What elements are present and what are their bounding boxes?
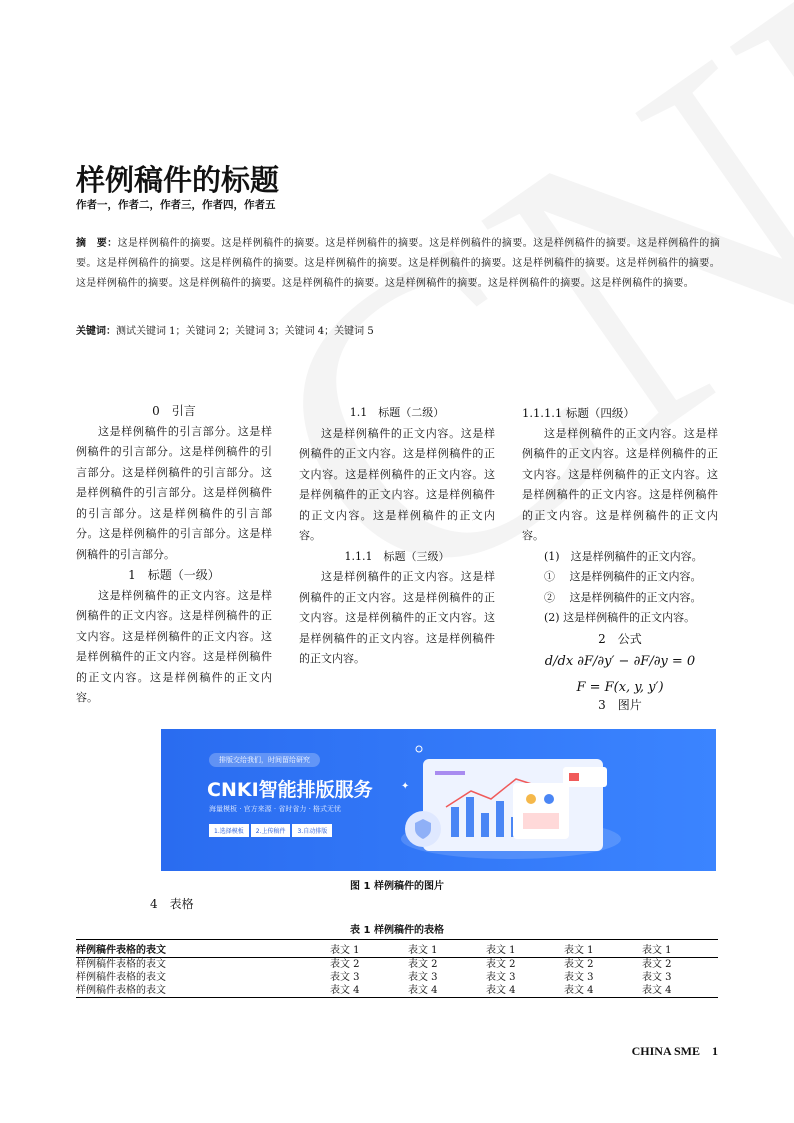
- table-cell: 样例稿件表格的表文: [76, 959, 166, 970]
- body-paragraph: 这是样例稿件的正文内容。这是样例稿件的正文内容。这是样例稿件的正文内容。这是样例稿件的正文内容。这是样例稿件的正文内容。这是样例稿件的正文内容。这是样例稿件的正文内容。: [522, 426, 718, 542]
- column-3: [522, 403, 718, 716]
- paper-title: 样例稿件的标题: [76, 163, 280, 197]
- banner-step: 2.上传稿件: [251, 824, 291, 837]
- body-paragraph: 这是样例稿件的正文内容。这是样例稿件的正文内容。这是样例稿件的正文内容。这是样例稿件的正文内容。这是样例稿件的正文内容。这是样例稿件的正文内容。这是样例稿件的正文内容。: [299, 426, 495, 542]
- table-header-cell: 表文 1: [330, 940, 408, 958]
- section-heading-2: 2 公式: [598, 631, 642, 646]
- table-cell: 样例稿件表格的表文: [76, 985, 166, 996]
- figure-image: [161, 729, 716, 871]
- list-item: ② 这是样例稿件的正文内容。: [544, 590, 702, 604]
- table-row: [76, 958, 718, 972]
- table-cell: 表文 3: [564, 972, 594, 983]
- body-paragraph: 这是样例稿件的正文内容。这是样例稿件的正文内容。这是样例稿件的正文内容。这是样例稿件的正文内容。这是样例稿件的正文内容。这是样例稿件的正文内容。: [299, 570, 495, 665]
- table-cell: 表文 2: [330, 959, 360, 970]
- abstract: [76, 234, 720, 294]
- banner-step: 3.自动排版: [292, 824, 332, 837]
- keywords-label: 关键词：: [76, 326, 116, 337]
- table-cell: 表文 2: [642, 959, 672, 970]
- banner-step: 1.选择模板: [209, 824, 249, 837]
- table-cell: 表文 4: [330, 985, 360, 996]
- table-header-cell: 表文 1: [408, 940, 486, 958]
- table-cell: 表文 2: [486, 959, 516, 970]
- banner-illustration: [391, 729, 716, 871]
- formula-1-text: d/dx ∂F/∂y′ − ∂F/∂y = 0: [544, 654, 696, 669]
- column-2: [299, 403, 495, 670]
- table-cell: 表文 2: [564, 959, 594, 970]
- keywords-text: 测试关键词 1；关键词 2；关键词 3；关键词 4；关键词 5: [116, 326, 374, 337]
- table-cell: 表文 3: [486, 972, 516, 983]
- sample-table: [76, 939, 718, 998]
- table-header-cell: 表文 1: [486, 940, 564, 958]
- section-heading-4: 4 表格: [150, 897, 194, 911]
- banner-tag: 排版交给我们，时间留给研究: [209, 753, 320, 767]
- column-1: [76, 401, 272, 709]
- table-cell: 表文 3: [408, 972, 438, 983]
- table-caption: 表 1 样例稿件的表格: [350, 925, 444, 936]
- table-cell: 表文 4: [564, 985, 594, 996]
- section-heading-1-1: 1.1 标题（二级）: [349, 406, 445, 419]
- list-item: ① 这是样例稿件的正文内容。: [544, 570, 702, 583]
- table-cell: 表文 4: [642, 985, 672, 996]
- banner-title: CNKI智能排版服务: [207, 779, 373, 801]
- table-cell: 表文 3: [642, 972, 672, 983]
- table-header-row: [76, 940, 718, 958]
- keywords: [76, 322, 720, 337]
- body-paragraph: 这是样例稿件的正文内容。这是样例稿件的正文内容。这是样例稿件的正文内容。这是样例稿件的正文内容。这是样例稿件的正文内容。这是样例稿件的正文内容。这是样例稿件的正文内容。: [76, 588, 272, 704]
- intro-paragraph: 这是样例稿件的引言部分。这是样例稿件的引言部分。这是样例稿件的引言部分。这是样例稿件的引言部分。这是样例稿件的引言部分。这是样例稿件的引言部分。这是样例稿件的引言部分。这是样例稿件的引言部分。这是样例稿件的引言部分。: [76, 424, 272, 561]
- formula-1: [522, 651, 718, 673]
- list-item: (1) 这是样例稿件的正文内容。: [544, 549, 703, 563]
- table-row: [76, 971, 718, 984]
- banner-steps: [209, 824, 332, 837]
- table-row: [76, 984, 718, 998]
- banner-subtitle: 海量模板 · 官方来源 · 省时省力 · 格式无忧: [209, 805, 342, 813]
- section-heading-1-1-1: 1.1.1 标题（三级）: [344, 549, 450, 563]
- figure-caption: 图 1 样例稿件的图片: [350, 881, 444, 892]
- table-header-cell: 表文 1: [564, 940, 642, 958]
- table-cell: 表文 4: [408, 985, 438, 996]
- author-list: 作者一，作者二，作者三，作者四，作者五: [76, 199, 276, 211]
- section-heading-3: 3 图片: [598, 698, 642, 712]
- table-cell: 样例稿件表格的表文: [76, 972, 166, 983]
- section-heading-1: 1 标题（一级）: [128, 568, 220, 582]
- table-header-cell: 样例稿件表格的表文: [76, 940, 330, 958]
- svg-text:✦: ✦: [401, 781, 410, 792]
- table-cell: 表文 3: [330, 972, 360, 983]
- table-cell: 表文 4: [486, 985, 516, 996]
- formula-2-text: F = F(x, y, y′): [576, 680, 664, 695]
- abstract-label: 摘 要：: [76, 238, 118, 249]
- section-heading-0: 0 引言: [152, 404, 196, 418]
- list-item: (2) 这是样例稿件的正文内容。: [544, 611, 696, 624]
- table-header-cell: 表文 1: [642, 940, 718, 958]
- section-heading-1-1-1-1: 1.1.1.1 标题（四级）: [522, 406, 635, 420]
- abstract-text: 这是样例稿件的摘要。这是样例稿件的摘要。这是样例稿件的摘要。这是样例稿件的摘要。这是样例稿件的摘要。这是样例稿件的摘要。这是样例稿件的摘要。这是样例稿件的摘要。这是样例稿件的摘要。这是样例稿件的摘要。这是样例稿件的摘要。这是样例稿件的摘要。这是样例稿件的摘要。这是样例稿件的摘要。这是样例稿件的摘要。这是样例稿件的摘要。这是样例稿件的摘要。这是样例稿件的摘要。: [76, 238, 720, 289]
- table-cell: 表文 2: [408, 959, 438, 970]
- page-footer: CHINA SME 1: [631, 1044, 718, 1058]
